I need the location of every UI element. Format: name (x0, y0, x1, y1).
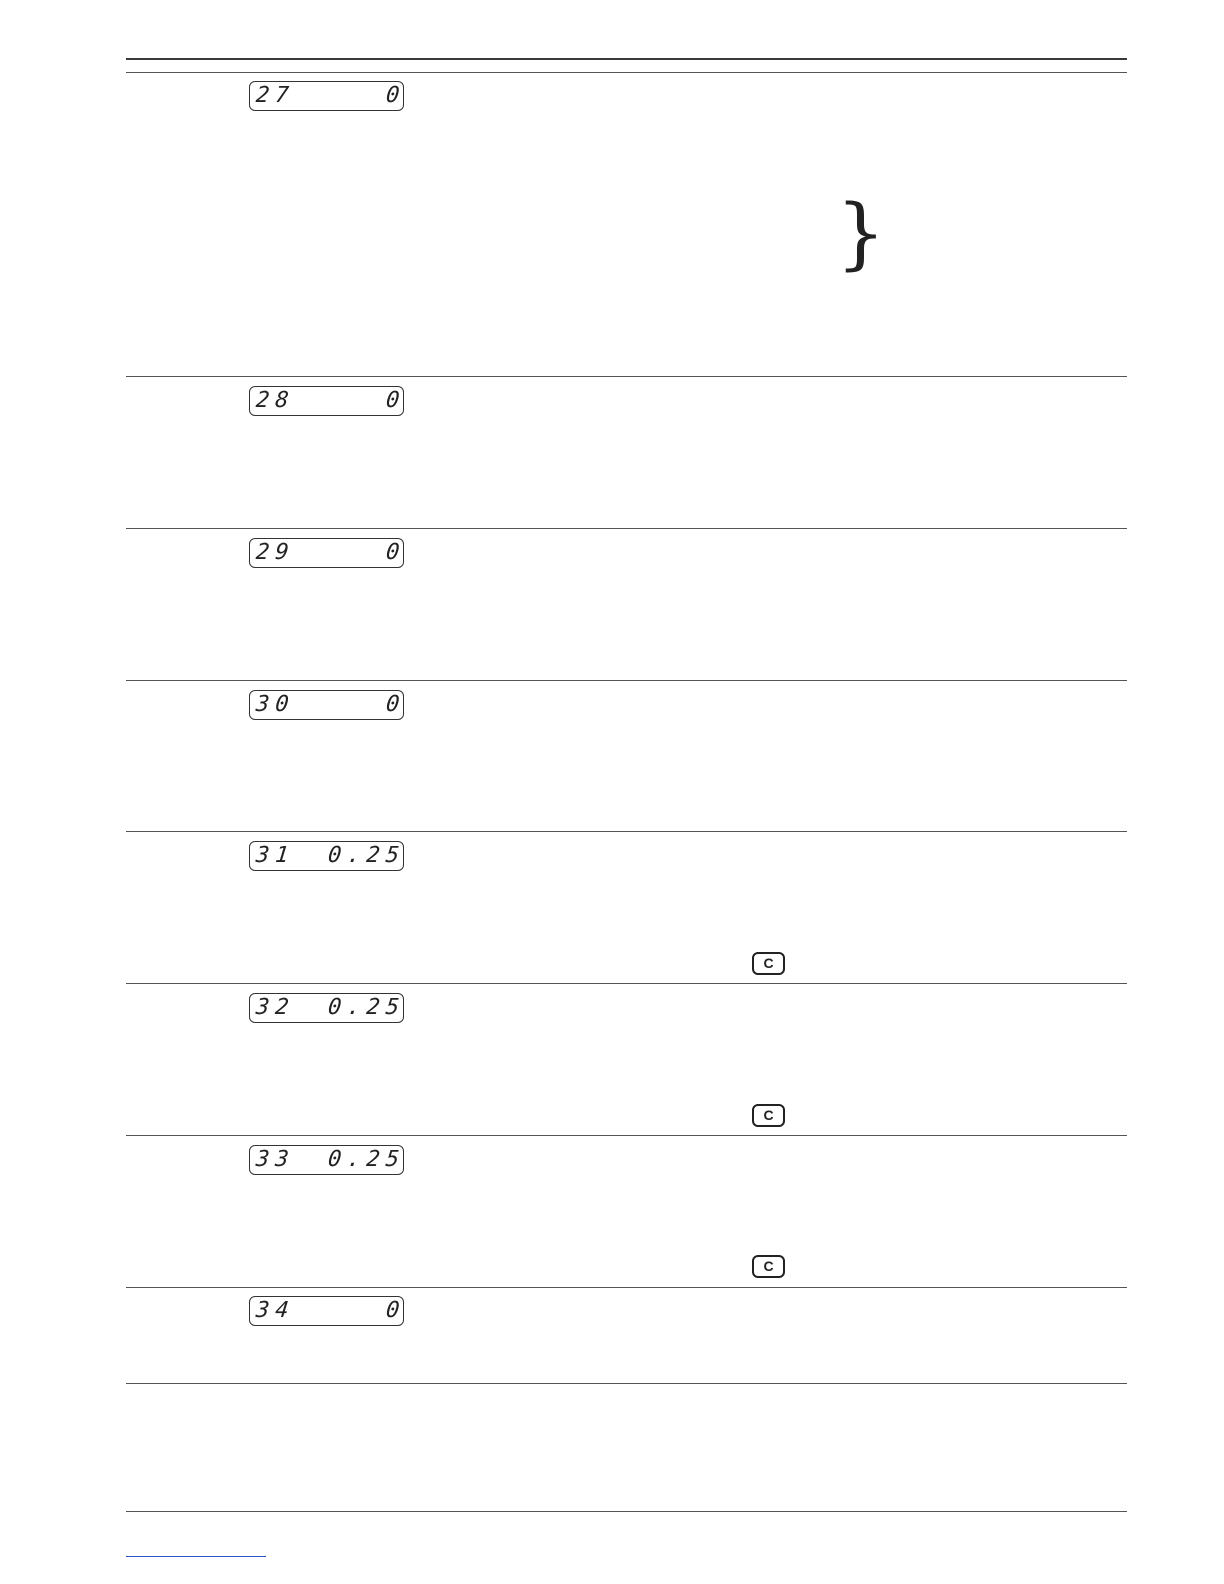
c-key-icon: C (752, 1255, 785, 1278)
parameter-value: 0 (384, 540, 407, 565)
c-key-icon: C (752, 1104, 785, 1127)
lcd-display-34 (249, 1296, 407, 1326)
brace-symbol: } (836, 189, 886, 279)
row-divider (126, 528, 1127, 529)
parameter-value: 0.25 (326, 1147, 407, 1172)
lcd-display-32 (249, 993, 407, 1023)
row-divider (126, 680, 1127, 681)
row-divider (126, 1383, 1127, 1384)
parameter-number: 33 (254, 1147, 296, 1172)
lcd-display-33 (249, 1145, 407, 1175)
footer-link-underline[interactable] (126, 1556, 266, 1557)
header-rule (126, 58, 1127, 60)
row-divider (126, 831, 1127, 832)
parameter-number: 32 (254, 995, 296, 1020)
row-divider (126, 376, 1127, 377)
parameter-number: 29 (254, 540, 296, 565)
parameter-number: 34 (254, 1298, 296, 1323)
lcd-display-30 (249, 690, 407, 720)
lcd-display-29 (249, 538, 407, 568)
parameter-value: 0.25 (326, 995, 407, 1020)
parameter-value: 0.25 (326, 843, 407, 868)
parameter-number: 27 (254, 83, 296, 108)
footer-rule (126, 1511, 1127, 1512)
parameter-value: 0 (384, 83, 407, 108)
parameter-value: 0 (384, 1298, 407, 1323)
parameter-number: 31 (254, 843, 296, 868)
parameter-number: 30 (254, 692, 296, 717)
parameter-value: 0 (384, 692, 407, 717)
parameter-number: 28 (254, 388, 296, 413)
c-key-icon: C (752, 952, 785, 975)
header-divider (126, 72, 1127, 73)
lcd-display-27 (249, 81, 407, 111)
row-divider (126, 1287, 1127, 1288)
row-divider (126, 1135, 1127, 1136)
parameter-value: 0 (384, 388, 407, 413)
lcd-display-28 (249, 386, 407, 416)
lcd-display-31 (249, 841, 407, 871)
row-divider (126, 983, 1127, 984)
